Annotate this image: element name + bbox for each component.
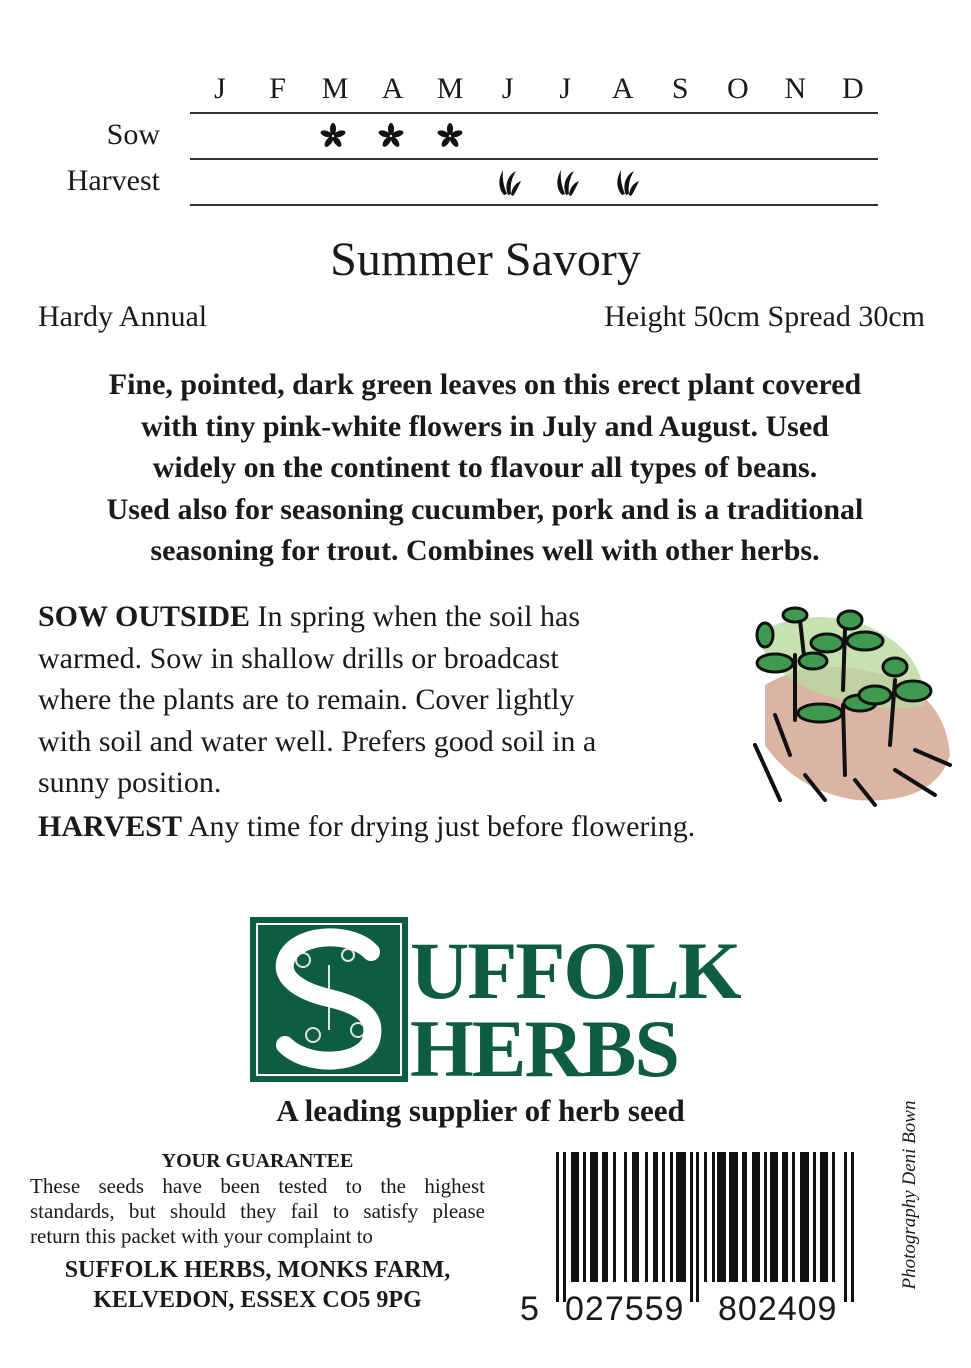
plant-dimensions: Height 50cm Spread 30cm	[604, 300, 925, 333]
sow-text: sunny position.	[38, 766, 222, 799]
flower-icon	[435, 121, 465, 151]
description-line: Fine, pointed, dark green leaves on this erect plant covered	[108, 368, 862, 401]
month-jul: J	[559, 72, 572, 105]
harvest-heading: HARVEST	[38, 810, 182, 843]
description-line: with tiny pink-white flowers in July and August. Used	[141, 409, 829, 443]
description-line: seasoning for trout. Combines well with other herbs.	[150, 534, 820, 567]
month-sep: S	[671, 72, 689, 105]
company-address	[30, 1255, 485, 1315]
flower-icon	[376, 121, 406, 151]
brand-tagline: A leading supplier of herb seed	[276, 1093, 685, 1128]
barcode	[556, 1152, 856, 1302]
brand-name-line2: HERBS	[410, 1003, 678, 1094]
guarantee-text	[30, 1174, 485, 1249]
barcode-right-group: 802409	[718, 1290, 838, 1328]
barcode-number	[520, 1292, 865, 1326]
address-line: SUFFOLK HERBS, MONKS FARM,	[64, 1257, 451, 1283]
sow-row-label: Sow	[106, 118, 160, 151]
guarantee-line: standards, but should they fail to satisfy please	[30, 1199, 485, 1223]
barcode-first-digit: 5	[520, 1290, 539, 1328]
sow-text: where the plants are to remain. Cover lightly	[38, 683, 575, 716]
product-title: Summer Savory	[330, 233, 641, 286]
month-apr: A	[381, 72, 404, 105]
sow-text: with soil and water well. Prefers good soil in a	[38, 724, 597, 758]
sow-text: warmed. Sow in shallow drills or broadcast	[38, 641, 559, 675]
calendar-rule-top	[190, 112, 878, 114]
calendar-rule-middle	[190, 158, 878, 160]
sow-heading: SOW OUTSIDE	[38, 600, 251, 633]
leaf-sprig-icon	[494, 167, 524, 197]
month-nov: N	[784, 72, 807, 105]
harvest-row-label: Harvest	[66, 164, 160, 197]
month-header	[190, 72, 880, 112]
plant-type: Hardy Annual	[38, 300, 208, 333]
leaf-sprig-icon	[612, 167, 642, 197]
month-dec: D	[842, 72, 864, 105]
month-may: M	[436, 72, 464, 105]
sow-instructions	[38, 596, 738, 804]
month-mar: M	[321, 72, 349, 105]
barcode-left-group: 027559	[565, 1290, 685, 1328]
month-oct: O	[726, 72, 749, 105]
photo-credit-text: Photography Deni Bown	[899, 1100, 920, 1290]
guarantee-title: YOUR GUARANTEE	[161, 1150, 354, 1172]
photo-credit	[895, 1100, 925, 1290]
month-feb: F	[269, 72, 286, 105]
guarantee-line: return this packet with your complaint to	[30, 1224, 373, 1248]
guarantee-line: These seeds have been tested to the highest	[30, 1174, 485, 1198]
brand-name-line1: UFFOLK	[410, 925, 740, 1016]
address-line: KELVEDON, ESSEX CO5 9PG	[93, 1287, 422, 1313]
description-line: widely on the continent to flavour all types of beans.	[152, 451, 818, 484]
month-jan: J	[214, 72, 226, 105]
leaf-sprig-icon	[552, 167, 582, 197]
month-aug: A	[611, 72, 634, 105]
month-jun: J	[501, 72, 514, 105]
harvest-instructions	[38, 810, 695, 844]
flower-icon	[318, 121, 348, 151]
sow-text: In spring when the soil has	[250, 600, 580, 633]
product-description	[40, 364, 930, 572]
seedlings-illustration	[735, 595, 960, 810]
calendar-rule-bottom	[190, 204, 878, 206]
harvest-text: Any time for drying just before flowering.	[181, 810, 696, 843]
ornamental-s-icon	[253, 920, 405, 1079]
brand-logo-initial	[250, 917, 408, 1082]
description-line: Used also for seasoning cucumber, pork and is a traditional	[106, 492, 864, 526]
